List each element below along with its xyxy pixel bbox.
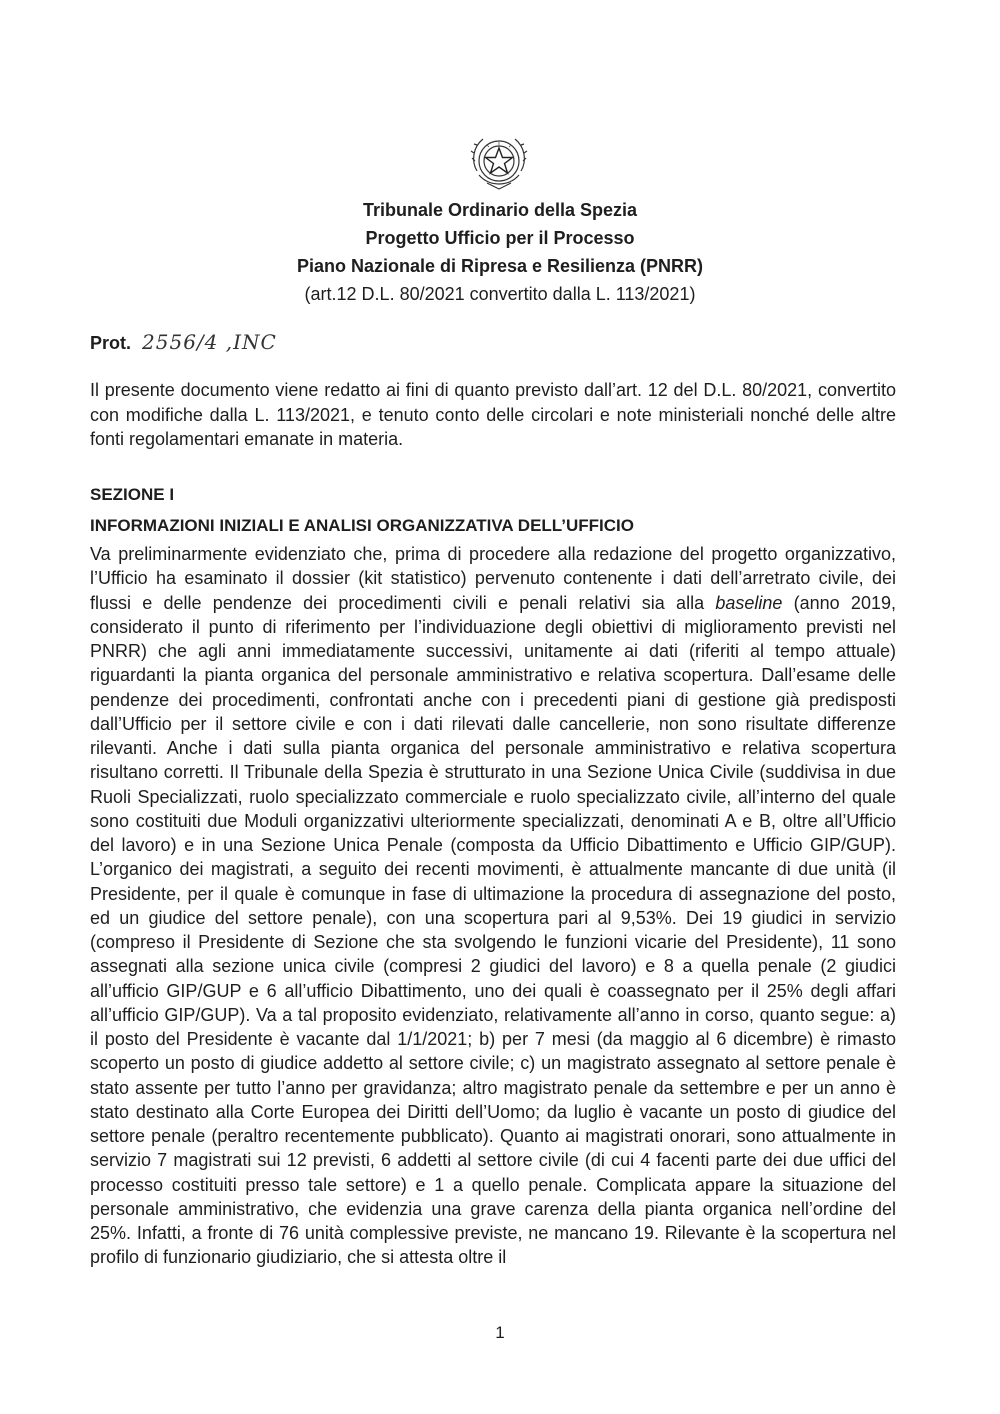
section-body: [90, 542, 896, 1270]
page-number: 1: [495, 1323, 505, 1342]
section-number: SEZIONE I: [90, 485, 175, 504]
section-body-part1: Va preliminarmente evidenziato che, prima di procedere alla redazione del progetto organizzativo, l’Ufficio ha esaminato il dossier (kit statistico) pervenuto contenente i dati dell’arretrato civile, dei flussi e delle pendenze dei procedimenti civili e penali relativi sia alla: [90, 544, 896, 613]
court-name: Tribunale Ordinario della Spezia: [362, 200, 638, 220]
protocol-handwritten-number: 2556/4 ,INC: [142, 330, 277, 354]
document-header: [250, 196, 750, 308]
italian-republic-emblem: [467, 131, 531, 193]
plan-title: Piano Nazionale di Ripresa e Resilienza (PNRR): [296, 256, 704, 276]
legal-reference: (art.12 D.L. 80/2021 convertito dalla L. 113/2021): [304, 284, 696, 304]
project-title: Progetto Ufficio per il Processo: [365, 228, 635, 248]
protocol-line: [90, 330, 277, 354]
intro-paragraph: Il presente documento viene redatto ai fini di quanto previsto dall’art. 12 del D.L. 80/2021, convertito con modifiche dalla L. 113/2021, e tenuto conto delle circolari e note ministeriali nonché delle altre fonti regolamentari emanate in materia.: [90, 380, 896, 449]
section-body-part2: (anno 2019, considerato il punto di riferimento per l’individuazione degli obiettivi di miglioramento previsti nel PNRR) che agli anni immediatamente successivi, unitamente ai dati (riferiti al tempo attuale) riguardanti la pianta organica del personale amministrativo e relativa scopertura. Dall’esame delle pendenze dei procedimenti, confrontati anche con i precedenti piani di gestione già predisposti dall’Ufficio per il settore civile e con i dati rilevati dalle cancellerie, non sono risultate differenze rilevanti. Anche i dati sulla pianta organica del personale amministrativo e relativa scopertura risultano corretti. Il Tribunale della Spezia è strutturato in una Sezione Unica Civile (suddivisa in due Ruoli Specializzati, ruolo specializzato commerciale e ruolo specializzato civile, all’interno del quale sono costituiti due Moduli organizzativi ulteriormente specializzati, denominati A e B, oltre all’Ufficio del lavoro) e in una Sezione Unica Penale (composta da Ufficio Dibattimento e Ufficio GIP/GUP). L’organico dei magistrati, a seguito dei recenti movimenti, è attualmente mancante di due unità (il Presidente, per il quale è comunque in fase di ultimazione la procedura di assegnazione del posto, ed un giudice del settore penale), con una scopertura pari al 9,53%. Dei 19 giudici in servizio (compreso il Presidente di Sezione che sta svolgendo le funzioni vicarie del Presidente), 11 sono assegnati alla sezione unica civile (compresi 2 giudici del lavoro) e 8 a quella penale (2 giudici all’ufficio GIP/GUP e 6 all’ufficio Dibattimento, uno dei quali è coassegnato per il 25% degli affari all’ufficio GIP/GUP). Va a tal proposito evidenziato, relativamente all’anno in corso, quanto segue: a) il posto del Presidente è vacante dal 1/1/2021; b) per 7 mesi (da maggio al 6 dicembre) è rimasto scoperto un posto di giudice addetto al settore civile; c) un magistrato assegnato al settore penale è stato assente per tutto l’anno per gravidanza; altro magistrato penale da settembre e per un anno è stato destinato alla Corte Europea dei Diritti dell’Uomo; da luglio è vacante un posto di giudice del settore penale (peraltro recentemente pubblicato). Quanto ai magistrati onorari, sono attualmente in servizio 7 magistrati sui 12 previsti, 6 addetti al settore civile (di cui 4 facenti parte dei due uffici del processo costituiti presso tale settore) e 1 a quello penale. Complicata appare la situazione del personale amministrativo, che evidenzia una grave carenza della pianta organica nell’ordine del 25%. Infatti, a fronte di 76 unità complessive previste, ne mancano 19. Rilevante è la scopertura nel profilo di funzionario giudiziario, che si attesta oltre il: [90, 592, 896, 1268]
section-title: INFORMAZIONI INIZIALI E ANALISI ORGANIZZATIVA DELL’UFFICIO: [90, 516, 634, 535]
protocol-label: Prot.: [90, 333, 132, 353]
section-body-italic: baseline: [715, 592, 783, 613]
